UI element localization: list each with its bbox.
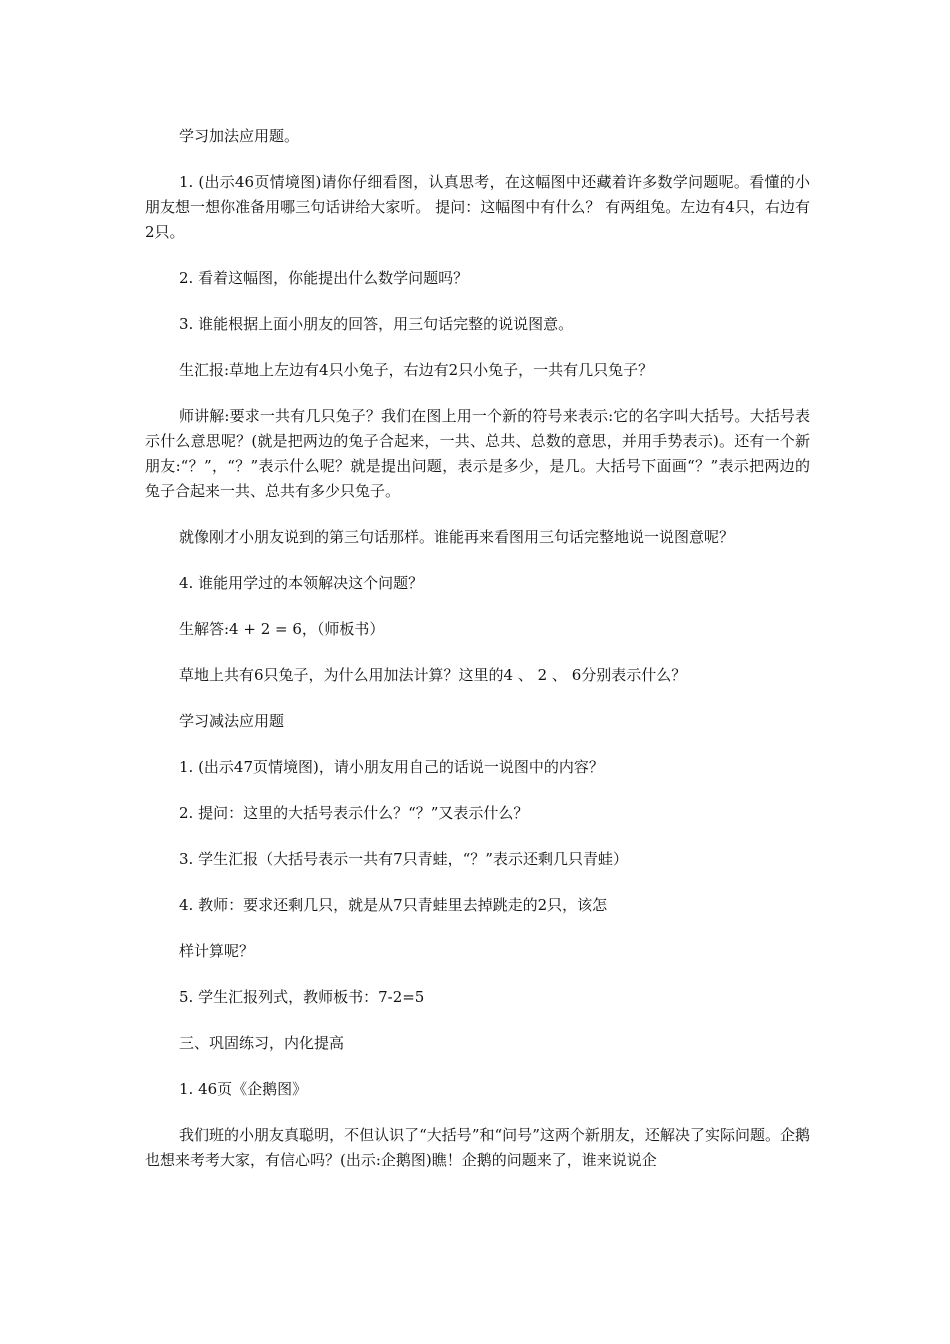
paragraph-17: 5. 学生汇报列式，教师板书：7-2=5 <box>179 988 425 1006</box>
paragraph-9: 生解答:4 + 2 = 6，（师板书） <box>179 620 385 638</box>
paragraph-10: 草地上共有6只兔子，为什么用加法计算？这里的4 、 2 、 6分别表示什么？ <box>179 666 687 684</box>
paragraph-11: 学习减法应用题 <box>179 712 285 730</box>
paragraph-20: 我们班的小朋友真聪明，不但认识了“大括号”和“问号”这两个新朋友，还解决了实际问题。企鹅也想来考考大家，有信心吗？(出示:企鹅图)瞧！企鹅的问题来了，谁来说说企 <box>145 1126 810 1169</box>
document-page <box>145 124 810 1194</box>
paragraph-5: 生汇报:草地上左边有4只小兔子，右边有2只小兔子，一共有几只兔子？ <box>179 361 654 379</box>
paragraph-2: 1. (出示46页情境图)请你仔细看图，认真思考，在这幅图中还藏着许多数学问题呢。看懂的小朋友想一想你准备用哪三句话讲给大家听。 提问：这幅图中有什么？ 有两组兔。左边有4只，右边有2只。 <box>145 173 810 241</box>
paragraph-15: 4. 教师：要求还剩几只，就是从7只青蛙里去掉跳走的2只，该怎 <box>179 896 608 914</box>
paragraph-6: 师讲解:要求一共有几只兔子？我们在图上用一个新的符号来表示:它的名字叫大括号。大括号表示什么意思呢？(就是把两边的兔子合起来，一共、总共、总数的意思，并用手势表示)。还有一个新朋友:“？”，“？”表示什么呢？就是提出问题，表示是多少，是几。大括号下面画“？”表示把两边的兔子合起来一共、总共有多少只兔子。 <box>145 407 810 500</box>
paragraph-12: 1. (出示47页情境图)，请小朋友用自己的话说一说图中的内容？ <box>179 758 604 776</box>
paragraph-3: 2. 看着这幅图，你能提出什么数学问题吗？ <box>179 269 469 287</box>
paragraph-8: 4. 谁能用学过的本领解决这个问题？ <box>179 574 424 592</box>
paragraph-1: 学习加法应用题。 <box>179 127 300 145</box>
paragraph-14: 3. 学生汇报（大括号表示一共有7只青蛙，“？”表示还剩几只青蛙） <box>179 850 628 868</box>
paragraph-19: 1. 46页《企鹅图》 <box>179 1080 308 1098</box>
section-heading-3: 三、巩固练习，内化提高 <box>179 1034 345 1052</box>
paragraph-16: 样计算呢？ <box>179 942 255 960</box>
paragraph-13: 2. 提问：这里的大括号表示什么？“？”又表示什么？ <box>179 804 529 822</box>
paragraph-4: 3. 谁能根据上面小朋友的回答，用三句话完整的说说图意。 <box>179 315 574 333</box>
paragraph-7: 就像刚才小朋友说到的第三句话那样。谁能再来看图用三句话完整地说一说图意呢？ <box>179 528 735 546</box>
